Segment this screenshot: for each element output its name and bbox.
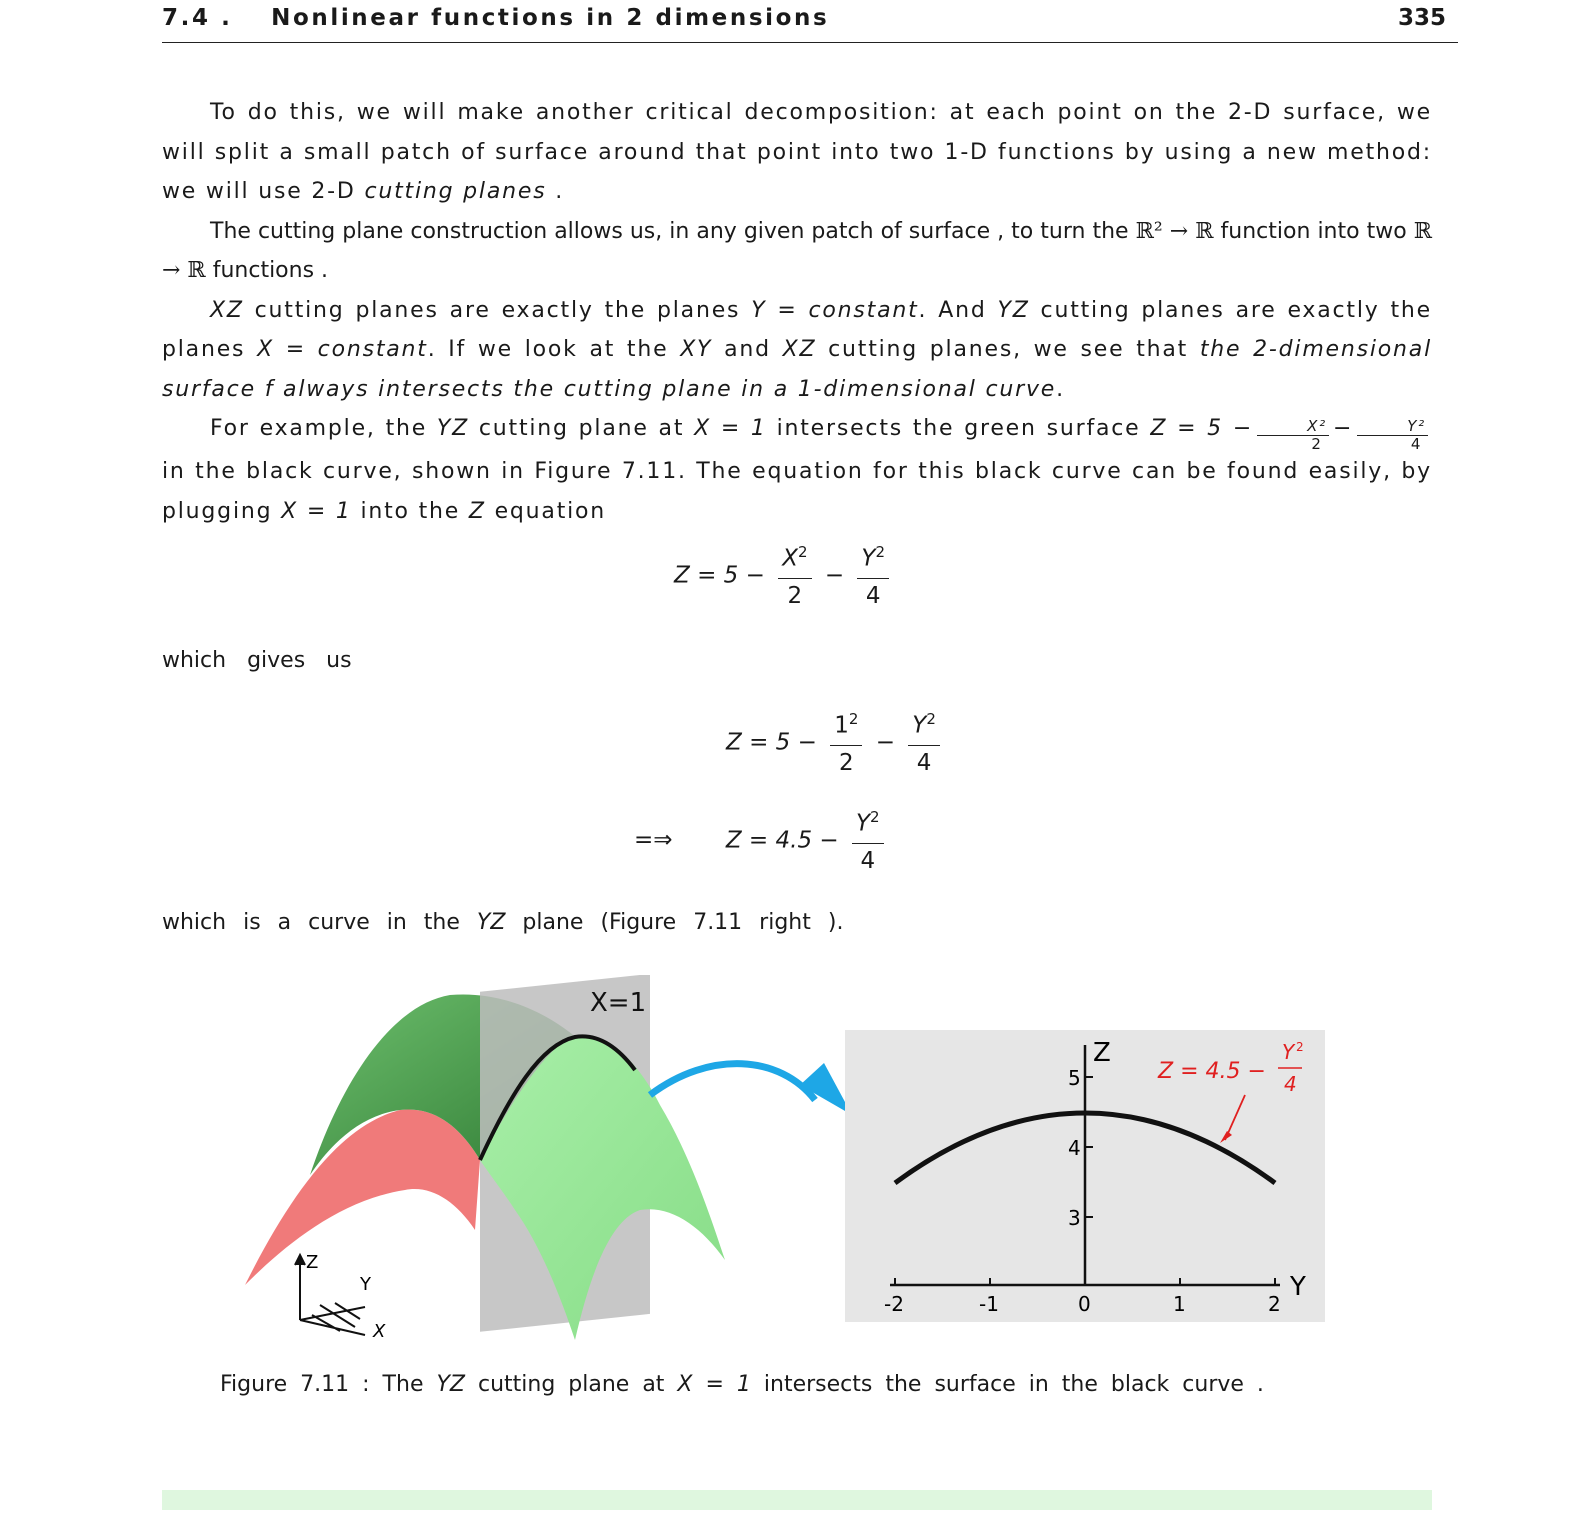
section-heading	[162, 5, 829, 31]
equation-lhs: Z = 5 −	[674, 562, 765, 589]
which-gives-us: which gives us	[162, 648, 352, 673]
paragraph-1	[162, 93, 1432, 212]
equation-3	[634, 808, 890, 874]
paragraph-text: .	[546, 179, 565, 204]
paragraph-text: into the	[351, 498, 469, 524]
inline-fraction	[1357, 419, 1428, 452]
math-map: ℝ → ℝ	[162, 218, 1433, 283]
math-expr: Y = constant	[751, 297, 919, 323]
paragraph-text: cutting planes, we see that	[816, 337, 1200, 362]
fraction-denominator: 2	[787, 582, 803, 609]
math-var: YZ	[436, 1372, 465, 1397]
caption-text: intersects the surface in the black curve .	[750, 1372, 1264, 1397]
implies-arrow: =⇒	[634, 827, 673, 854]
exponent: 2	[797, 543, 808, 561]
paragraph-text: . If we look at the	[427, 337, 681, 362]
section-title: Nonlinear functions in 2 dimensions	[271, 5, 830, 31]
page-number: 335	[1397, 5, 1446, 31]
blue-arrow-head	[800, 1063, 852, 1115]
y-tick-label-neg1: -1	[979, 1292, 999, 1316]
math-var: YZ	[997, 297, 1030, 323]
math-var: YZ	[436, 416, 470, 441]
red-surface-face	[245, 1109, 480, 1285]
equation-1	[674, 543, 895, 609]
paragraph-text: and	[712, 337, 783, 362]
paragraph-4	[162, 409, 1432, 531]
paragraph-text: . And	[918, 297, 998, 323]
italic-statement: the 2-dimensional surface f always intersects the cutting plane in a 1-dimensional curve	[162, 337, 1432, 402]
math-var: YZ	[476, 910, 506, 935]
math-operator: −	[1332, 416, 1354, 441]
footer-band	[162, 1490, 1432, 1510]
fraction	[852, 808, 884, 874]
fraction-numerator: Y²	[1357, 419, 1428, 436]
equation-lhs: Z = 5 −	[726, 729, 817, 756]
yz-plane-plot	[845, 1030, 1325, 1322]
paragraph-text: function into two	[1213, 218, 1414, 244]
math-var: Z	[468, 498, 486, 524]
z-tick-label-5: 5	[1068, 1066, 1081, 1090]
math-expr: Z = 5 −	[1150, 416, 1254, 441]
axis-x-label: X	[373, 1321, 386, 1342]
equation-exponent: 2	[1296, 1040, 1304, 1054]
fraction	[830, 710, 862, 776]
section-number: 7.4 .	[162, 5, 233, 31]
math-var: XZ	[782, 337, 817, 362]
exponent: 2	[848, 710, 859, 728]
caption-label: Figure 7.11 :	[220, 1372, 370, 1397]
y-tick-label-0: 0	[1078, 1292, 1091, 1316]
fraction-denominator: 4	[916, 749, 932, 776]
paragraph-text: For example, the	[210, 416, 437, 441]
math-var: XZ	[210, 297, 244, 323]
paragraph-2	[162, 212, 1432, 291]
paragraph-text: intersects the green surface	[766, 416, 1151, 441]
fraction-denominator: 2	[1311, 435, 1323, 453]
inline-fraction	[1257, 419, 1329, 452]
equation-denominator: 4	[1284, 1072, 1297, 1096]
paragraph-text: cutting planes are exactly the planes	[243, 297, 752, 323]
caption-text: The	[369, 1372, 437, 1397]
paragraph-text: functions .	[205, 258, 329, 283]
math-expr: X = 1	[694, 416, 767, 441]
figure-7-11	[240, 975, 1350, 1350]
which-is-curve	[162, 910, 843, 935]
math-map: ℝ² → ℝ	[1135, 218, 1214, 244]
fraction-numerator: Y	[861, 545, 876, 572]
fraction-numerator: X²	[1257, 419, 1329, 436]
math-expr: X = 1	[281, 498, 352, 524]
caption-text: cutting plane at	[464, 1372, 678, 1397]
fraction-numerator: X	[782, 545, 798, 572]
surface-3d-illustration	[245, 975, 725, 1342]
fraction-denominator: 4	[865, 582, 881, 609]
math-expr: X = 1	[677, 1372, 751, 1397]
fraction-numerator: Y	[912, 712, 927, 739]
fraction-denominator: 4	[860, 847, 876, 874]
fraction-denominator: 2	[838, 749, 854, 776]
math-var: XY	[680, 337, 713, 362]
y-tick-label-1: 1	[1173, 1292, 1186, 1316]
paragraph-text: plane (Figure 7.11 right ).	[505, 910, 844, 935]
paragraph-text: equation	[485, 498, 607, 524]
equation-lhs: Z = 4.5 −	[725, 827, 839, 854]
fraction-numerator: 1	[834, 712, 849, 739]
y-axis-label: Y	[1290, 1272, 1306, 1302]
exponent: 2	[870, 808, 880, 826]
z-tick-label-4: 4	[1068, 1136, 1081, 1160]
paragraph-text: .	[1056, 376, 1065, 402]
body-text	[162, 93, 1432, 531]
exponent: 2	[926, 710, 936, 728]
paragraph-text: which is a curve in the	[162, 910, 477, 935]
equation-numerator: Y	[1282, 1040, 1295, 1064]
italic-term: cutting planes	[364, 179, 547, 204]
equation-2	[726, 710, 946, 776]
paragraph-text: in the black curve, shown in Figure 7.11. The equation for this black curve can be found easily, by plugging	[162, 459, 1432, 524]
math-operator: −	[824, 562, 845, 589]
math-expr: X = constant	[257, 337, 428, 362]
z-axis-label: Z	[1093, 1038, 1111, 1068]
plane-label: X=1	[590, 988, 647, 1018]
axis-y-label: Y	[360, 1274, 371, 1295]
page-header	[162, 2, 1458, 43]
fraction	[778, 543, 811, 609]
math-operator: −	[875, 729, 895, 756]
fraction	[857, 543, 889, 609]
paragraph-text: cutting plane at	[469, 416, 695, 441]
z-tick-label-3: 3	[1068, 1206, 1081, 1230]
paragraph-3	[162, 291, 1432, 410]
blue-arrow	[650, 1064, 815, 1100]
paragraph-text: cutting planes are exactly the planes	[162, 297, 1432, 362]
paragraph-text: The cutting plane construction allows us, in any given patch of surface , to turn the	[210, 218, 1136, 244]
fraction-denominator: 4	[1410, 435, 1423, 453]
paragraph-text: To do this, we will make another critical decomposition: at each point on the 2-D surface, we will split a small patch of surface around that point into two 1-D functions by using a new method: we will use 2-D	[162, 100, 1432, 204]
equation-lhs: Z = 4.5 −	[1158, 1059, 1266, 1084]
exponent: 2	[875, 543, 886, 561]
y-tick-label-neg2: -2	[884, 1292, 904, 1316]
figure-caption	[220, 1372, 1264, 1397]
y-tick-label-2: 2	[1268, 1292, 1281, 1316]
fraction-numerator: Y	[855, 810, 871, 837]
fraction	[908, 710, 940, 776]
axis-z-label: Z	[306, 1252, 319, 1273]
